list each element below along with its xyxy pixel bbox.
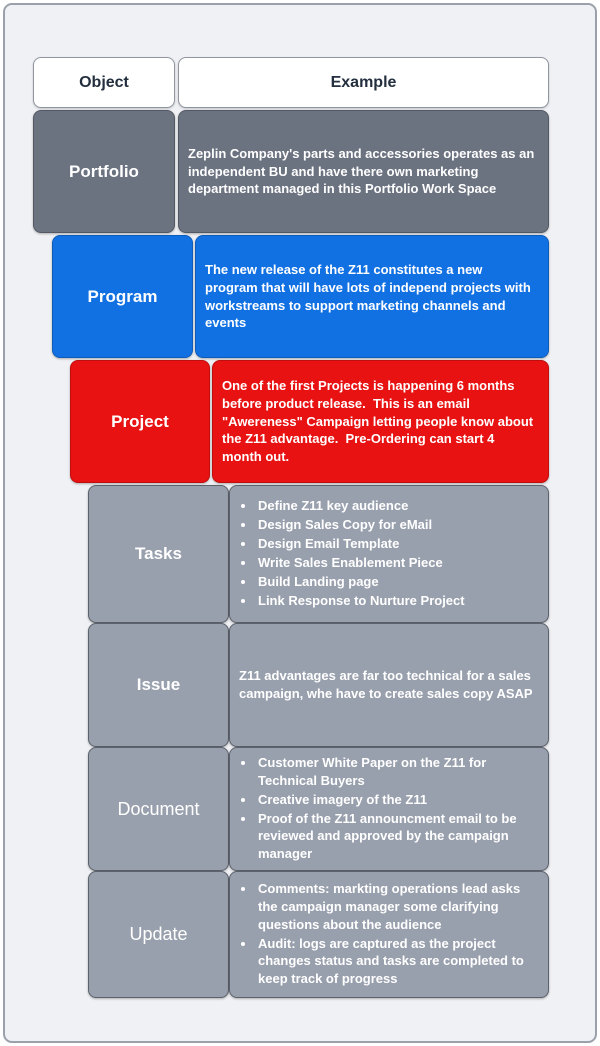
portfolio-label: Portfolio bbox=[69, 161, 139, 181]
program-example-text: The new release of the Z11 constitutes a new program that will have lots of independ projects with workstreams to support marketing channels and events bbox=[205, 261, 535, 331]
portfolio-example-box bbox=[178, 110, 549, 233]
tasks-label: Tasks bbox=[135, 544, 182, 563]
update-label: Update bbox=[129, 924, 188, 944]
tasks-bullet: • Design Email Template bbox=[256, 535, 465, 553]
document-bullet-list bbox=[239, 754, 536, 865]
update-bullet: • Comments: markting operations lead asks the campaign manager some clarifying questions about the audience bbox=[256, 880, 536, 934]
project-object-box bbox=[70, 360, 210, 483]
tasks-bullet: • Build Landing page bbox=[256, 573, 465, 591]
object-column-header-label: Object bbox=[79, 73, 129, 91]
document-object-box bbox=[88, 747, 229, 871]
issue-example-text: Z11 advantages are far too technical for a sales campaign, whe have to create sales copy ASAP bbox=[239, 668, 535, 701]
document-bullet: • Customer White Paper on the Z11 for Technical Buyers bbox=[256, 754, 536, 790]
program-label: Program bbox=[87, 286, 158, 306]
program-object-box bbox=[52, 235, 193, 358]
document-label: Document bbox=[117, 798, 200, 819]
tasks-bullet-list bbox=[239, 497, 465, 611]
issue-label: Issue bbox=[136, 675, 181, 694]
document-bullet: • Creative imagery of the Z11 bbox=[256, 791, 536, 809]
update-object-box bbox=[88, 871, 229, 998]
tasks-example-box bbox=[229, 485, 549, 623]
issue-object-box bbox=[88, 623, 229, 747]
issue-example-box bbox=[229, 623, 549, 747]
tasks-bullet: • Define Z11 key audience bbox=[256, 497, 465, 515]
project-example-text: One of the first Projects is happening 6 months before product release. This is an email "Awereness" Campaign letting people know about the Z11 advantage. Pre-Ordering can start 4 month out. bbox=[222, 377, 537, 465]
portfolio-example-text: Zeplin Company's parts and accessories operates as an independent BU and have there own marketing department managed in this Portfolio Work Space bbox=[188, 145, 538, 197]
tasks-object-box bbox=[88, 485, 229, 623]
update-example-box bbox=[229, 871, 549, 998]
tasks-bullet: • Link Response to Nurture Project bbox=[256, 592, 465, 610]
example-column-header bbox=[178, 57, 549, 108]
document-bullet: • Proof of the Z11 announcment email to be reviewed and approved by the campaign manager bbox=[256, 810, 536, 864]
document-example-box bbox=[229, 747, 549, 871]
update-bullet-list bbox=[239, 880, 536, 990]
object-column-header bbox=[33, 57, 175, 108]
tasks-bullet: • Write Sales Enablement Piece bbox=[256, 554, 465, 572]
tasks-bullet: • Design Sales Copy for eMail bbox=[256, 516, 465, 534]
project-label: Project bbox=[111, 411, 169, 431]
update-bullet: • Audit: logs are captured as the project changes status and tasks are completed to keep track of progress bbox=[256, 935, 536, 989]
example-column-header-label: Example bbox=[330, 73, 397, 91]
project-example-box bbox=[212, 360, 549, 483]
program-example-box bbox=[195, 235, 549, 358]
portfolio-object-box bbox=[33, 110, 175, 233]
